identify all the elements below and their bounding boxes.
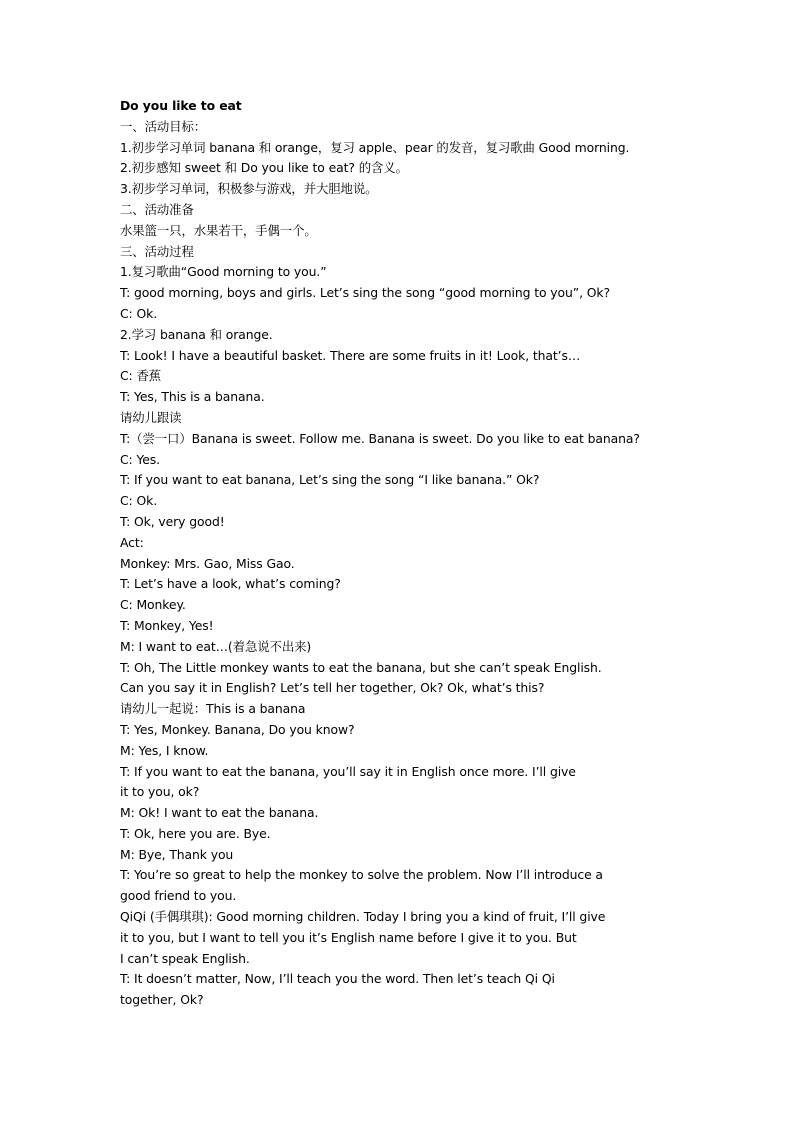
- text-line: T: Oh, The Little monkey wants to eat the banana, but she can’t speak English.: [120, 659, 602, 675]
- text-line: M: Bye, Thank you: [120, 846, 234, 862]
- text-line: T: Ok, very good!: [120, 513, 225, 529]
- text-line: 一、活动目标：: [120, 118, 207, 134]
- text-line: 3.初步学习单词，积极参与游戏，并大胆地说。: [120, 181, 378, 197]
- text-line: C: 香蕉: [120, 368, 162, 384]
- text-line: 请幼儿一起说：This is a banana: [120, 701, 306, 717]
- text-line: T: good morning, boys and girls. Let’s sing the song “good morning to you”, Ok?: [120, 285, 610, 301]
- text-line: C: Ok.: [120, 493, 158, 509]
- text-line: 三、活动过程: [120, 243, 194, 259]
- text-line: QiQi (手偶琪琪): Good morning children. Today I bring you a kind of fruit, I’ll give: [120, 909, 606, 925]
- text-line: I can’t speak English.: [120, 950, 250, 966]
- text-line: Can you say it in English? Let’s tell her together, Ok? Ok, what’s this?: [120, 680, 545, 696]
- text-line: C: Monkey.: [120, 597, 186, 613]
- text-line: C: Yes.: [120, 451, 161, 467]
- text-line: M: Yes, I know.: [120, 742, 209, 758]
- text-line: T: Yes, Monkey. Banana, Do you know?: [120, 721, 355, 737]
- text-line: good friend to you.: [120, 888, 237, 904]
- text-line: C: Ok.: [120, 305, 158, 321]
- text-line: T: If you want to eat banana, Let’s sing the song “I like banana.” Ok?: [120, 472, 540, 488]
- text-line: T: It doesn’t matter, Now, I’ll teach you the word. Then let’s teach Qi Qi: [120, 971, 555, 987]
- text-line: it to you, ok?: [120, 784, 200, 800]
- text-line: 水果篮一只，水果若干，手偶一个。: [120, 222, 317, 238]
- text-line: T: You’re so great to help the monkey to solve the problem. Now I’ll introduce a: [120, 867, 603, 883]
- text-line: Monkey: Mrs. Gao, Miss Gao.: [120, 555, 295, 571]
- text-line: T: If you want to eat the banana, you’ll say it in English once more. I’ll give: [120, 763, 576, 779]
- document-body: [120, 96, 680, 1011]
- text-line: together, Ok?: [120, 992, 204, 1008]
- text-line: 请幼儿跟读: [120, 409, 182, 425]
- text-line: 1.初步学习单词 banana 和 orange，复习 apple、pear 的发音，复习歌曲 Good morning.: [120, 139, 630, 155]
- text-line: 2.学习 banana 和 orange.: [120, 326, 273, 342]
- text-line: T: Ok, here you are. Bye.: [120, 825, 271, 841]
- text-line: Act:: [120, 534, 144, 550]
- text-line: M: Ok! I want to eat the banana.: [120, 805, 319, 821]
- text-line: T: Monkey, Yes!: [120, 617, 214, 633]
- text-line: 2.初步感知 sweet 和 Do you like to eat? 的含义。: [120, 160, 408, 176]
- document-title: Do you like to eat: [120, 98, 242, 113]
- text-line: 1.复习歌曲“Good morning to you.”: [120, 264, 327, 280]
- text-line: T:（尝一口）Banana is sweet. Follow me. Banana is sweet. Do you like to eat banana?: [120, 430, 640, 446]
- text-line: T: Look! I have a beautiful basket. There are some fruits in it! Look, that’s…: [120, 347, 581, 363]
- text-line: it to you, but I want to tell you it’s English name before I give it to you. But: [120, 929, 577, 945]
- text-line: M: I want to eat…(着急说不出来): [120, 638, 312, 654]
- text-line: 二、活动准备: [120, 201, 194, 217]
- text-line: T: Let’s have a look, what’s coming?: [120, 576, 341, 592]
- text-line: T: Yes, This is a banana.: [120, 389, 265, 405]
